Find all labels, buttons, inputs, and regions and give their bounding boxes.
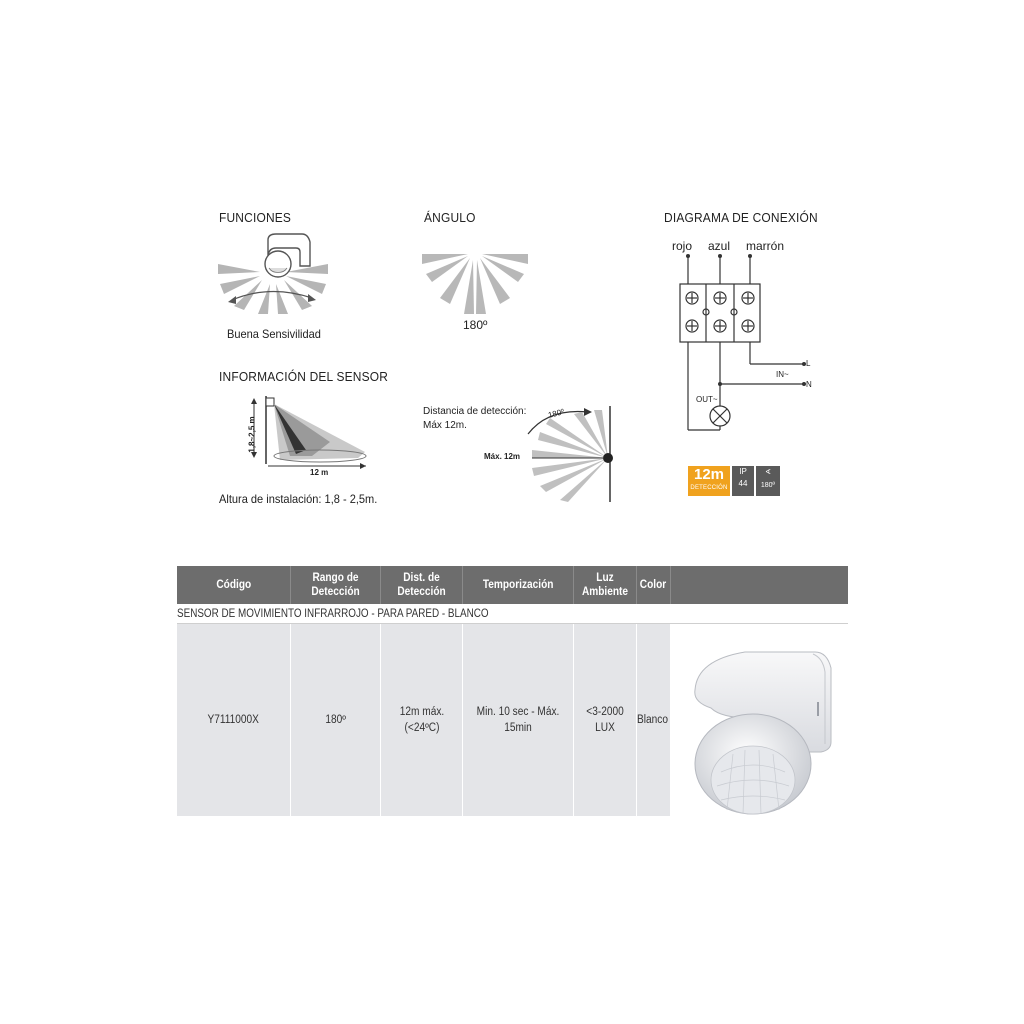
- header-temporizacion: Temporización: [463, 566, 574, 604]
- cell-luz: <3-2000 LUX: [574, 624, 637, 816]
- height-label: 1,8~2,5 m: [247, 416, 257, 453]
- funciones-sensor-icon: [216, 228, 336, 324]
- product-family-row: SENSOR DE MOVIMIENTO INFRARROJO - PARA PARED - BLANCO: [177, 604, 848, 624]
- header-luz: Luz Ambiente: [574, 566, 637, 604]
- table-header: [177, 566, 848, 604]
- sensor-product-image: [671, 624, 848, 816]
- cell-rango: 180º: [291, 624, 381, 816]
- angle-badge: [756, 466, 780, 496]
- installation-height-diagram: [240, 394, 370, 474]
- header-rango: Rango de Detección: [291, 566, 381, 604]
- angulo-caption: 180º: [463, 318, 488, 332]
- distancia-line1: Distancia de detección:: [423, 406, 527, 417]
- range-badge-sub: DETECCIÓN: [690, 485, 728, 491]
- cell-color: Blanco: [637, 624, 671, 816]
- table-row: [177, 624, 848, 816]
- distancia-angle-label: 180º: [547, 407, 566, 420]
- range-badge: [688, 466, 730, 496]
- cell-codigo: Y7111000X: [177, 624, 291, 816]
- header-dist: Dist. de Detección: [381, 566, 463, 604]
- ip-badge-top: IP: [739, 467, 747, 476]
- terminal-N-label: N: [806, 380, 812, 389]
- info-sensor-caption: Altura de instalación: 1,8 - 2,5m.: [219, 492, 378, 506]
- distancia-max-label: Máx. 12m: [484, 452, 521, 461]
- in-label: IN~: [776, 370, 789, 379]
- ip-badge: [732, 466, 754, 496]
- terminal-L-label: L: [806, 359, 811, 368]
- header-image: [671, 566, 848, 604]
- wiring-diagram: [670, 254, 820, 434]
- distance-12m-label: 12 m: [310, 468, 329, 477]
- detection-range-diagram: [520, 404, 616, 504]
- cell-temporizacion: Min. 10 sec - Máx. 15min: [463, 624, 574, 816]
- angulo-fan-icon: [420, 248, 530, 320]
- info-sensor-title: INFORMACIÓN DEL SENSOR: [219, 369, 389, 384]
- header-color: Color: [637, 566, 671, 604]
- wire-label-rojo: rojo: [672, 239, 693, 253]
- angulo-title: ÁNGULO: [424, 210, 476, 225]
- angle-badge-icon: ∢: [765, 469, 771, 476]
- wire-label-azul: azul: [708, 239, 731, 253]
- cell-dist: 12m máx. (<24ºC): [381, 624, 463, 816]
- funciones-title: FUNCIONES: [219, 210, 292, 225]
- header-codigo: Código: [177, 566, 291, 604]
- diagrama-title: DIAGRAMA DE CONEXIÓN: [664, 210, 818, 225]
- out-label: OUT~: [696, 395, 718, 404]
- angle-badge-value: 180º: [760, 482, 776, 489]
- range-badge-value: 12m: [693, 466, 725, 483]
- cell-product-image: [671, 624, 848, 816]
- funciones-caption: Buena Sensivilidad: [227, 327, 321, 341]
- ip-badge-bottom: 44: [738, 479, 748, 488]
- wire-label-marron: marrón: [746, 239, 785, 253]
- distancia-line2: Máx 12m.: [423, 420, 467, 431]
